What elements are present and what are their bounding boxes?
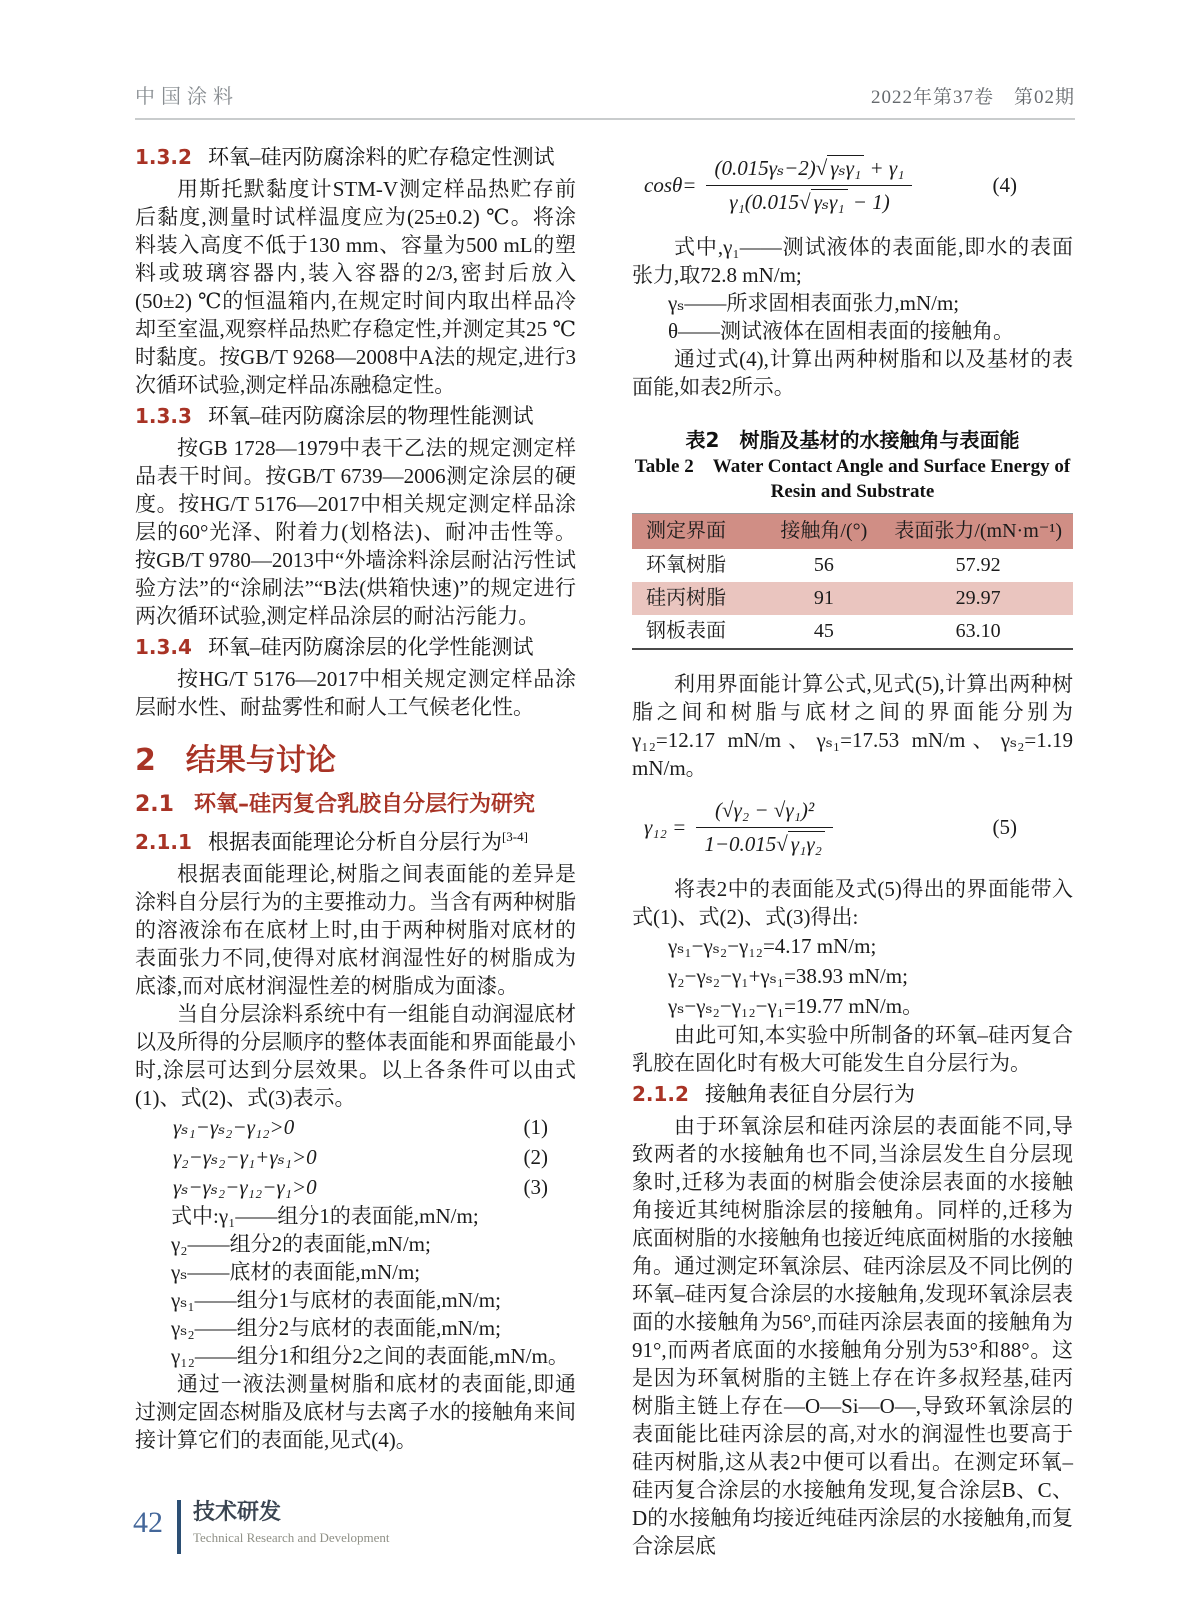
- heading-number: 1.3.3: [135, 404, 192, 428]
- footer-section: [193, 1498, 390, 1546]
- cell-contact-angle: 45: [813, 620, 834, 642]
- cell-interface: 环氧树脂: [646, 554, 726, 576]
- journal-name: 中国涂料: [135, 86, 239, 108]
- equation-5: [632, 798, 1073, 857]
- paragraph-conclusion: 由此可知,本实验中所制备的环氧–硅丙复合乳胶在固化时有极大可能发生自分层行为。: [632, 1023, 1073, 1075]
- heading-title: 接触角表征自分层行为: [704, 1082, 915, 1106]
- equation-expression: γₛ₁−γₛ₂−γ₁₂>0: [173, 1115, 295, 1139]
- equation-lhs: γ₁₂ =: [644, 815, 687, 839]
- equation-number: (5): [992, 815, 1017, 839]
- table-2-block: [632, 427, 1073, 650]
- heading-title: 环氧–硅丙防腐涂层的化学性能测试: [207, 635, 534, 659]
- heading-1-3-4: [135, 632, 576, 662]
- table-title-zh: 表2 树脂及基材的水接触角与表面能: [685, 428, 1020, 452]
- equation-lhs: cosθ=: [644, 173, 697, 197]
- fraction: [706, 156, 912, 215]
- equation-number: (2): [523, 1145, 548, 1169]
- result-equation: γₛ₁−γₛ₂−γ₁₂=4.17 mN/m;: [668, 934, 877, 958]
- denominator: 1−0.015√ γ₁γ₂: [696, 827, 833, 857]
- radicand: γ₁γ₂: [788, 831, 825, 856]
- paragraph-chemical-tests: 按HG/T 5176—2017中相关规定测定样品涂层耐水性、耐盐雾性和耐人工气候老化性。: [135, 667, 576, 719]
- left-column: [135, 140, 576, 1560]
- numerator: (0.015γₛ−2)√ γₛγ₁ + γ₁: [714, 156, 905, 180]
- column-header: 测定界面: [632, 514, 764, 550]
- cell-contact-angle: 56: [813, 554, 834, 576]
- footer-section-zh: 技术研发: [193, 1500, 282, 1525]
- equation-number: (3): [523, 1175, 548, 1199]
- equation-expression: γₛ−γₛ₂−γ₁₂−γ₁>0: [173, 1175, 317, 1199]
- where-definition: γₛ₂——组分2与底材的表面能,mN/m;: [171, 1316, 501, 1340]
- paragraph-interfacial-energy: 利用界面能计算公式,见式(5),计算出两种树脂之间和树脂与底材之间的界面能分别为γ₁₂=12.17 mN/m、γₛ₁=17.53 mN/m、γₛ₂=1.19 mN/m。: [632, 672, 1073, 780]
- heading-2-results: [135, 743, 576, 779]
- where-definition: γₛ₁——组分1与底材的表面能,mN/m;: [171, 1288, 501, 1312]
- heading-number: 2.1.1: [135, 830, 192, 854]
- where-definition: γₛ——所求固相表面张力,mN/m;: [668, 291, 960, 315]
- cell-surface-tension: 57.92: [955, 554, 1001, 576]
- citation-ref: [3-4]: [501, 829, 528, 844]
- page-footer: [133, 1498, 390, 1554]
- paragraph-calc-from-eq4: 通过式(4),计算出两种树脂和以及基材的表面能,如表2所示。: [632, 347, 1073, 399]
- cell-surface-tension: 63.10: [955, 620, 1001, 642]
- equation-1: [135, 1112, 576, 1142]
- radicand: γₛγ₁: [827, 155, 864, 180]
- equation-4: [632, 156, 1073, 215]
- paragraph-surface-energy-theory: 根据表面能理论,树脂之间表面能的差异是涂料自分层行为的主要推动力。当含有两种树脂的溶液涂布在底材上时,由于两种树脂对底材的表面张力不同,使得对底材润湿性好的树脂成为底漆,而对底材润湿性差的树脂成为面漆。: [135, 862, 576, 998]
- heading-title: 环氧–硅丙防腐涂料的贮存稳定性测试: [207, 145, 555, 169]
- heading-1-3-3: [135, 401, 576, 431]
- column-header: 接触角/(°): [764, 514, 883, 550]
- paragraph-one-liquid-method: 通过一液法测量树脂和底材的表面能,即通过测定固态树脂及底材与去离子水的接触角来间接计算它们的表面能,见式(4)。: [135, 1372, 576, 1452]
- paragraph-storage-stability: 用斯托默黏度计STM-V测定样品热贮存前后黏度,测量时试样温度应为(25±0.2) ℃。将涂料装入高度不低于130 mm、容量为500 mL的塑料或玻璃容器内,装入容器的2/3,密封后放入(50±2) ℃的恒温箱内,在规定时间内取出样品冷却至室温,观察样品热贮存稳定性,并测定其25 ℃时黏度。按GB/T 9268—2008中A法的规定,进行3次循环试验,测定样品冻融稳定性。: [135, 177, 576, 397]
- heading-title: 结果与讨论: [185, 743, 336, 778]
- table-row: [632, 582, 1073, 615]
- paragraph-contact-angle-characterization: 由于环氧涂层和硅丙涂层的表面能不同,导致两者的水接触角也不同,当涂层发生自分层现象时,迁移为表面的树脂会使涂层表面的水接触角接近其纯树脂涂层的接触角。同样的,迁移为底面树脂的水接触角也接近纯底面树脂的水接触角。通过测定环氧涂层、硅丙涂层及不同比例的环氧–硅丙复合涂层的水接触角,发现环氧涂层表面的水接触角为56°,而硅丙涂层表面的接触角为91°,而两者底面的水接触角分别为53°和88°。这是因为环氧树脂的主链上存在许多叔羟基,硅丙树脂主链上存在—O—Si—O—,导致环氧涂层的表面能比硅丙涂层的高,对水的润湿性也要高于硅丙树脂,这从表2中便可以看出。在测定环氧–硅丙复合涂层的水接触角发现,复合涂层B、C、D的水接触角均接近纯硅丙涂层的水接触角,而复合涂层底: [632, 1114, 1073, 1558]
- cell-contact-angle: 91: [813, 587, 834, 609]
- heading-title: 环氧–硅丙复合乳胶自分层行为研究: [193, 792, 535, 817]
- paragraph-selfstratify-conditions: 当自分层涂料系统中有一组能自动润湿底材以及所得的分层顺序的整体表面能和界面能最小时,涂层可达到分层效果。以上各条件可以由式(1)、式(2)、式(3)表示。: [135, 1002, 576, 1110]
- heading-title: 根据表面能理论分析自分层行为[3-4]: [207, 829, 528, 854]
- table-title-en-line2: Resin and Substrate: [770, 481, 935, 502]
- where-liquid-surface-energy: 式中,γ₁——测试液体的表面能,即水的表面张力,取72.8 mN/m;: [632, 235, 1073, 287]
- denominator: γ₁(0.015√ γₛγ₁ − 1): [706, 185, 912, 215]
- two-column-body: [135, 140, 1073, 1560]
- where-definition: θ——测试液体在固相表面的接触角。: [668, 319, 1015, 343]
- issue-info: 2022年第37卷 第02期: [870, 87, 1075, 108]
- heading-number: 2.1.2: [632, 1082, 689, 1106]
- equation-expression: γ₂−γₛ₂−γ₁+γₛ₁>0: [173, 1145, 317, 1169]
- heading-2-1: [135, 791, 576, 819]
- result-equation: γₛ−γₛ₂−γ₁₂−γ₁=19.77 mN/m。: [668, 994, 924, 1018]
- equation-3: [135, 1172, 576, 1202]
- paragraph-substitute: 将表2中的表面能及式(5)得出的界面能带入式(1)、式(2)、式(3)得出:: [632, 877, 1073, 929]
- page-number: 42: [133, 1506, 163, 1539]
- table-2: [632, 513, 1073, 650]
- cell-interface: 钢板表面: [646, 620, 726, 642]
- fraction: [696, 798, 833, 857]
- numerator: (√γ₂ − √γ₁)²: [715, 798, 815, 822]
- where-definition: γ₂——组分2的表面能,mN/m;: [171, 1232, 431, 1256]
- heading-number: 2.1: [135, 792, 174, 817]
- table-header-row: [632, 514, 1073, 550]
- page-header: [135, 80, 1075, 120]
- heading-number: 1.3.4: [135, 635, 192, 659]
- right-column: [632, 140, 1073, 1560]
- equation-2: [135, 1142, 576, 1172]
- equation-number: (1): [523, 1115, 548, 1139]
- cell-surface-tension: 29.97: [955, 587, 1001, 609]
- footer-divider-bar: [177, 1500, 181, 1554]
- column-header: 表面张力/(mN·m⁻¹): [883, 514, 1073, 550]
- paragraph-physical-tests: 按GB 1728—1979中表干乙法的规定测定样品表干时间。按GB/T 6739—2006测定涂层的硬度。按HG/T 5176—2017中相关规定测定样品涂层的60°光泽、附着力(划格法)、耐冲击性等。按GB/T 9780—2013中“外墙涂料涂层耐沾污性试验方法”的“涂刷法”“B法(烘箱快速)”的规定进行两次循环试验,测定样品涂层的耐沾污能力。: [135, 436, 576, 628]
- heading-2-1-2: [632, 1079, 1073, 1109]
- cell-interface: 硅丙树脂: [646, 587, 726, 609]
- heading-number: 1.3.2: [135, 145, 192, 169]
- where-definition: γₛ——底材的表面能,mN/m;: [171, 1260, 421, 1284]
- result-equation: γ₂−γₛ₂−γ₁+γₛ₁=38.93 mN/m;: [668, 964, 908, 988]
- table-row: [632, 615, 1073, 649]
- heading-number: 2: [135, 743, 156, 778]
- footer-section-en: Technical Research and Development: [193, 1530, 390, 1545]
- radicand: γₛγ₁: [811, 189, 848, 214]
- heading-2-1-1: [135, 827, 576, 857]
- heading-title: 环氧–硅丙防腐涂层的物理性能测试: [207, 404, 534, 428]
- heading-1-3-2: [135, 142, 576, 172]
- table-title-en-line1: Table 2 Water Contact Angle and Surface Energy of: [634, 456, 1071, 477]
- table-row: [632, 549, 1073, 582]
- where-definition: γ₁₂——组分1和组分2之间的表面能,mN/m。: [171, 1344, 569, 1368]
- equation-number: (4): [992, 173, 1017, 197]
- where-definition: 式中:γ₁——组分1的表面能,mN/m;: [171, 1204, 479, 1228]
